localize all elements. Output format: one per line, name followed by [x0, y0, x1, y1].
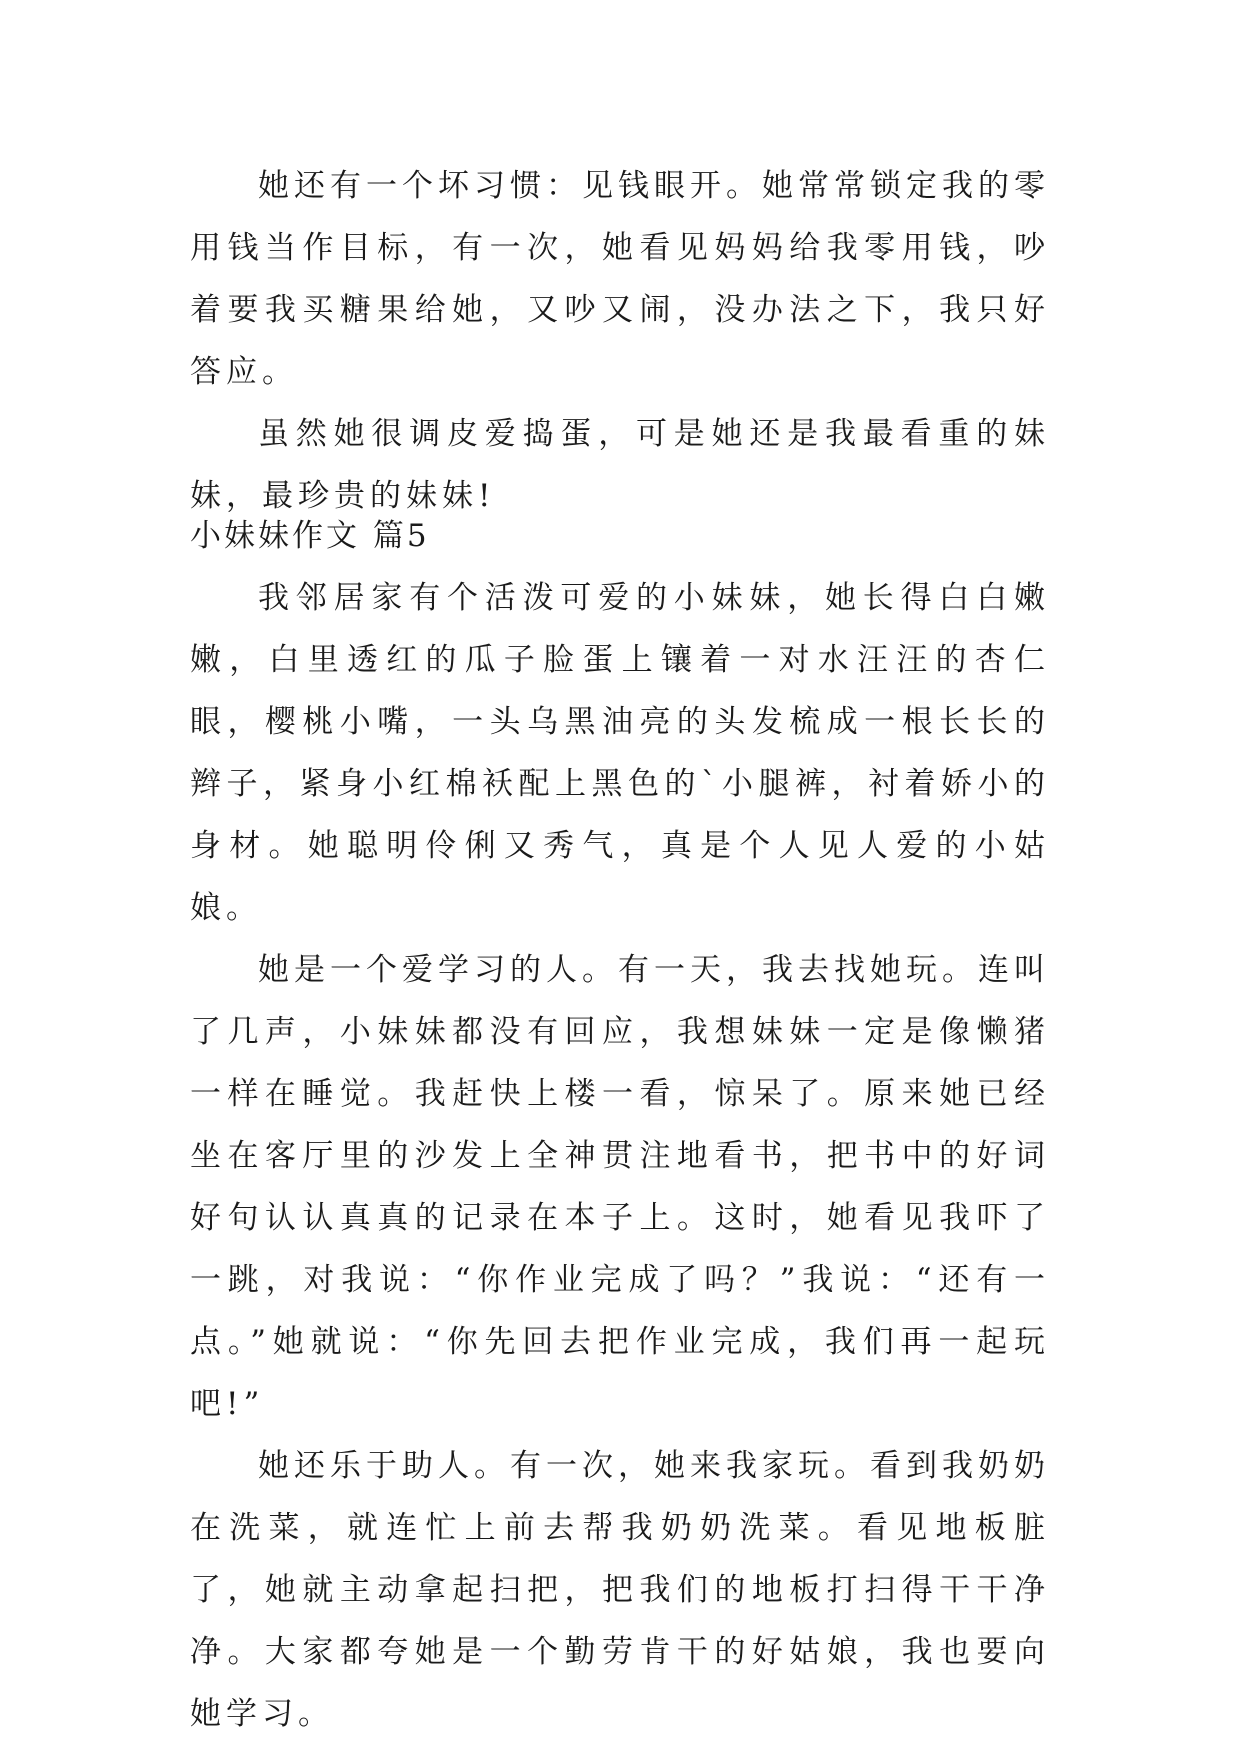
top-paragraphs	[190, 155, 1050, 527]
bottom-paragraphs	[190, 567, 1050, 1745]
paragraph: 她是一个爱学习的人。有一天，我去找她玩。连叫了几声，小妹妹都没有回应，我想妹妹一定是像懒猪一样在睡觉。我赶快上楼一看，惊呆了。原来她已经坐在客厅里的沙发上全神贯注地看书，把书中的好词好句认认真真的记录在本子上。这时，她看见我吓了一跳，对我说：“你作业完成了吗？”我说：“还有一点。”她就说：“你先回去把作业完成，我们再一起玩吧!”	[190, 952, 1050, 1422]
section-heading: 小妹妹作文 篇5	[190, 518, 430, 554]
paragraph: 我邻居家有个活泼可爱的小妹妹，她长得白白嫩嫩，白里透红的瓜子脸蛋上镶着一对水汪汪的杏仁眼，樱桃小嘴，一头乌黑油亮的头发梳成一根长长的辫子，紧身小红棉袄配上黑色的`小腿裤，衬着娇小的身材。她聪明伶俐又秀气，真是个人见人爱的小姑娘。	[190, 580, 1050, 926]
paragraph: 她还有一个坏习惯：见钱眼开。她常常锁定我的零用钱当作目标，有一次，她看见妈妈给我零用钱，吵着要我买糖果给她，又吵又闹，没办法之下，我只好答应。	[190, 168, 1050, 390]
paragraph: 虽然她很调皮爱捣蛋，可是她还是我最看重的妹妹，最珍贵的妹妹!	[190, 416, 1050, 514]
paragraph: 她还乐于助人。有一次，她来我家玩。看到我奶奶在洗菜，就连忙上前去帮我奶奶洗菜。看见地板脏了，她就主动拿起扫把，把我们的地板打扫得干干净净。大家都夸她是一个勤劳肯干的好姑娘，我也要向她学习。	[190, 1448, 1050, 1732]
